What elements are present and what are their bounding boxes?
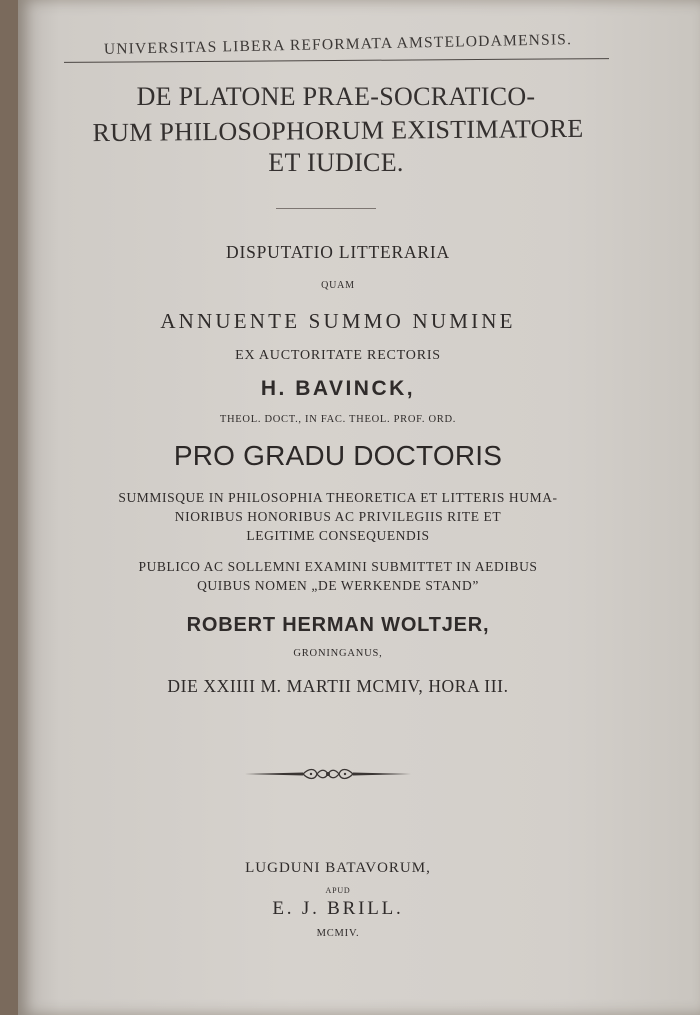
title-line-3: ET IUDICE. <box>268 148 404 177</box>
title-page <box>18 0 700 1015</box>
rector-title: THEOL. DOCT., IN FAC. THEOL. PROF. ORD. <box>219 414 457 425</box>
author-origin: GRONINGANUS, <box>293 648 383 659</box>
publico-line-1: PUBLICO AC SOLLEMNI EXAMINI SUBMITTET IN AEDIBUS <box>138 559 538 574</box>
title-line-2: RUM PHILOSOPHORUM EXISTIMATORE <box>92 113 584 148</box>
pro-gradu-heading: PRO GRADU DOCTORIS <box>173 440 503 471</box>
annuente-line: ANNUENTE SUMMO NUMINE <box>160 309 516 333</box>
summisque-line-2: NIORIBUS HONORIBUS AC PRIVILEGIIS RITE ET <box>174 509 502 524</box>
imprint-apud: APUD <box>325 886 351 895</box>
imprint-publisher: E. J. BRILL. <box>272 898 404 919</box>
publico-line-2: QUIBUS NOMEN „DE WERKENDE STAND” <box>197 578 479 593</box>
header-rule <box>64 58 609 63</box>
imprint-place: LUGDUNI BATAVORUM, <box>245 860 431 876</box>
ex-auctoritate-line: EX AUCTORITATE RECTORIS <box>235 348 441 363</box>
disputatio-line: DISPUTATIO LITTERARIA <box>226 242 450 262</box>
defense-date: DIE XXIIII M. MARTII MCMIV, HORA III. <box>167 676 509 696</box>
summisque-line-1: SUMMISQUE IN PHILOSOPHIA THEORETICA ET LITTERIS HUMA- <box>118 490 558 505</box>
rector-name: H. BAVINCK, <box>260 377 416 400</box>
author-name: ROBERT HERMAN WOLTJER, <box>186 614 490 636</box>
university-header: UNIVERSITAS LIBERA REFORMATA AMSTELODAMENSIS. <box>103 31 573 58</box>
title-divider <box>276 208 376 209</box>
imprint-year: MCMIV. <box>316 928 360 939</box>
title-line-1: DE PLATONE PRAE-SOCRATICO- <box>136 82 536 111</box>
quam-line: QUAM <box>321 280 355 291</box>
decorative-rule-ornament-icon <box>245 764 411 784</box>
summisque-line-3: LEGITIME CONSEQUENDIS <box>246 528 430 543</box>
